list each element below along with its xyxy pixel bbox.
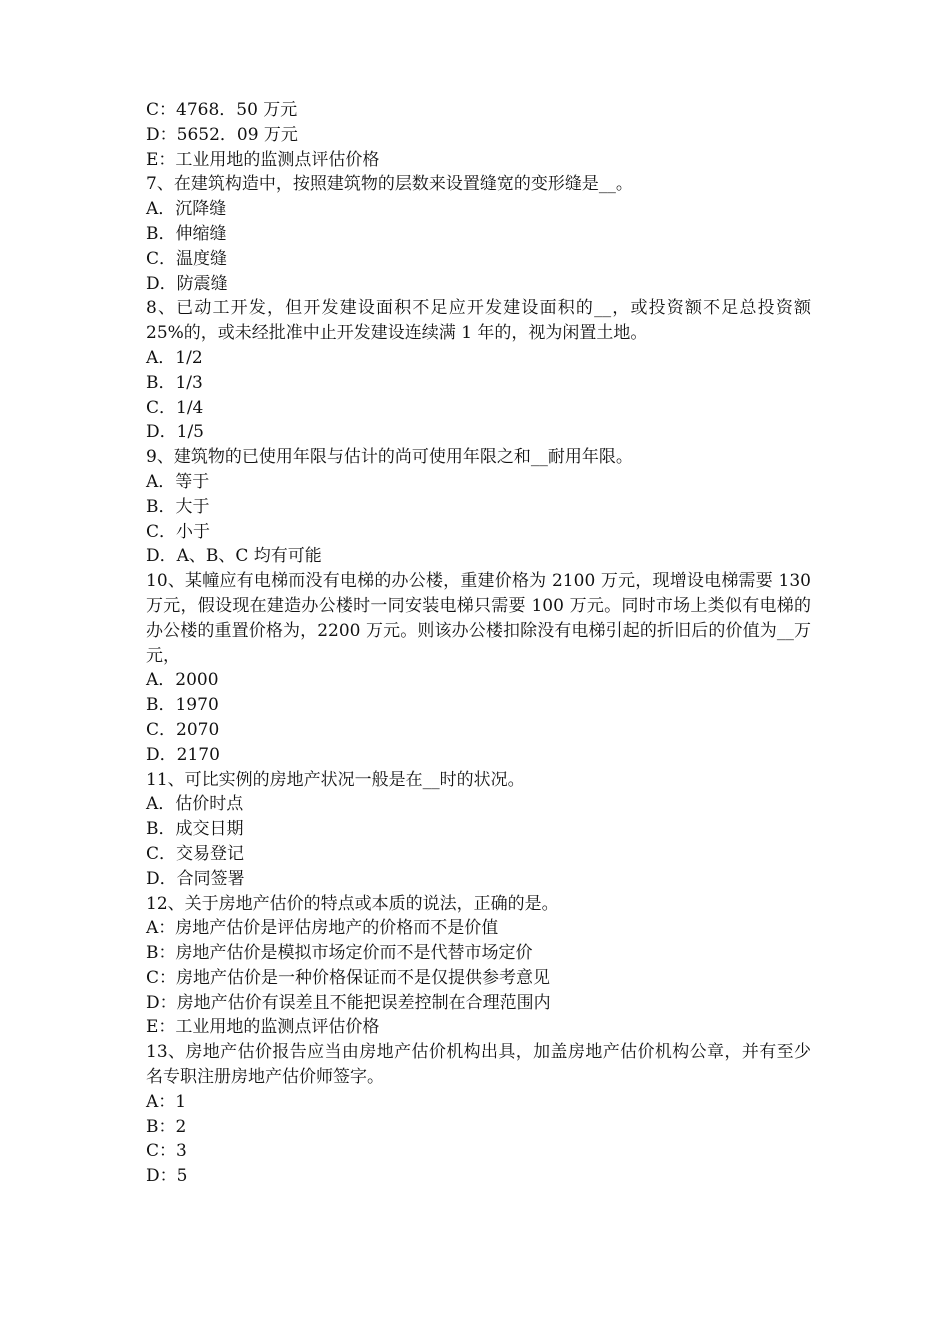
option-b: B．伸缩缝 bbox=[146, 223, 227, 244]
option-e: E：工业用地的监测点评估价格 bbox=[146, 149, 380, 170]
option-a: A．1/2 bbox=[146, 347, 203, 368]
option-b: B．成交日期 bbox=[146, 819, 244, 840]
question-9: 9、建筑物的已使用年限与估计的尚可使用年限之和__耐用年限。 bbox=[146, 447, 633, 468]
option-b: B．1/3 bbox=[146, 372, 203, 393]
option-c: C．温度缝 bbox=[146, 248, 228, 269]
option-c: C．1/4 bbox=[146, 397, 204, 418]
option-a: A：1 bbox=[146, 1091, 187, 1112]
option-a: A．2000 bbox=[146, 670, 219, 691]
question-7: 7、在建筑构造中，按照建筑物的层数来设置缝宽的变形缝是__。 bbox=[146, 174, 633, 195]
option-d: D：房地产估价有误差且不能把误差控制在合理范围内 bbox=[146, 992, 551, 1013]
option-c: C．交易登记 bbox=[146, 843, 245, 864]
option-d: D．A、B、C 均有可能 bbox=[146, 546, 322, 567]
option-b: B．1970 bbox=[146, 695, 219, 716]
option-d: D．1/5 bbox=[146, 422, 204, 443]
option-b: B：房地产估价是模拟市场定价而不是代替市场定价 bbox=[146, 943, 533, 964]
option-c: C：房地产估价是一种价格保证而不是仅提供参考意见 bbox=[146, 967, 551, 988]
question-10: 10、某幢应有电梯而没有电梯的办公楼，重建价格为 2100 万元，现增设电梯需要 130 万元，假设现在建造办公楼时一同安装电梯只需要 100 万元。同时市场上类似有电梯的办公楼的重置价格为，2200 万元。则该办公楼扣除没有电梯引起的折旧后的价值为__万元， bbox=[146, 571, 811, 666]
document-body bbox=[146, 98, 811, 1189]
option-d: D．2170 bbox=[146, 744, 220, 765]
option-c: C：4768．50 万元 bbox=[146, 100, 298, 120]
option-d: D．防震缝 bbox=[146, 273, 228, 294]
question-8: 8、已动工开发，但开发建设面积不足应开发建设面积的__，或投资额不足总投资额 25%的，或未经批准中止开发建设连续满 1 年的，视为闲置土地。 bbox=[146, 298, 811, 344]
option-c: C．2070 bbox=[146, 719, 220, 740]
option-e: E：工业用地的监测点评估价格 bbox=[146, 1017, 380, 1038]
option-b: B．大于 bbox=[146, 496, 210, 517]
option-c: C：3 bbox=[146, 1141, 187, 1162]
question-13: 13、房地产估价报告应当由房地产估价机构出具，加盖房地产估价机构公章，并有至少名专职注册房地产估价师签字。 bbox=[146, 1042, 811, 1088]
option-c: C．小于 bbox=[146, 521, 211, 542]
question-11: 11、可比实例的房地产状况一般是在__时的状况。 bbox=[146, 769, 525, 790]
question-12: 12、关于房地产估价的特点或本质的说法，正确的是。 bbox=[146, 893, 559, 914]
option-a: A．估价时点 bbox=[146, 794, 244, 815]
option-a: A．等于 bbox=[146, 471, 210, 492]
option-d: D：5 bbox=[146, 1166, 188, 1187]
option-a: A．沉降缝 bbox=[146, 199, 227, 220]
option-b: B：2 bbox=[146, 1116, 187, 1137]
option-d: D．合同签署 bbox=[146, 868, 245, 889]
option-a: A：房地产估价是评估房地产的价格而不是价值 bbox=[146, 918, 499, 939]
option-d: D：5652．09 万元 bbox=[146, 124, 298, 145]
